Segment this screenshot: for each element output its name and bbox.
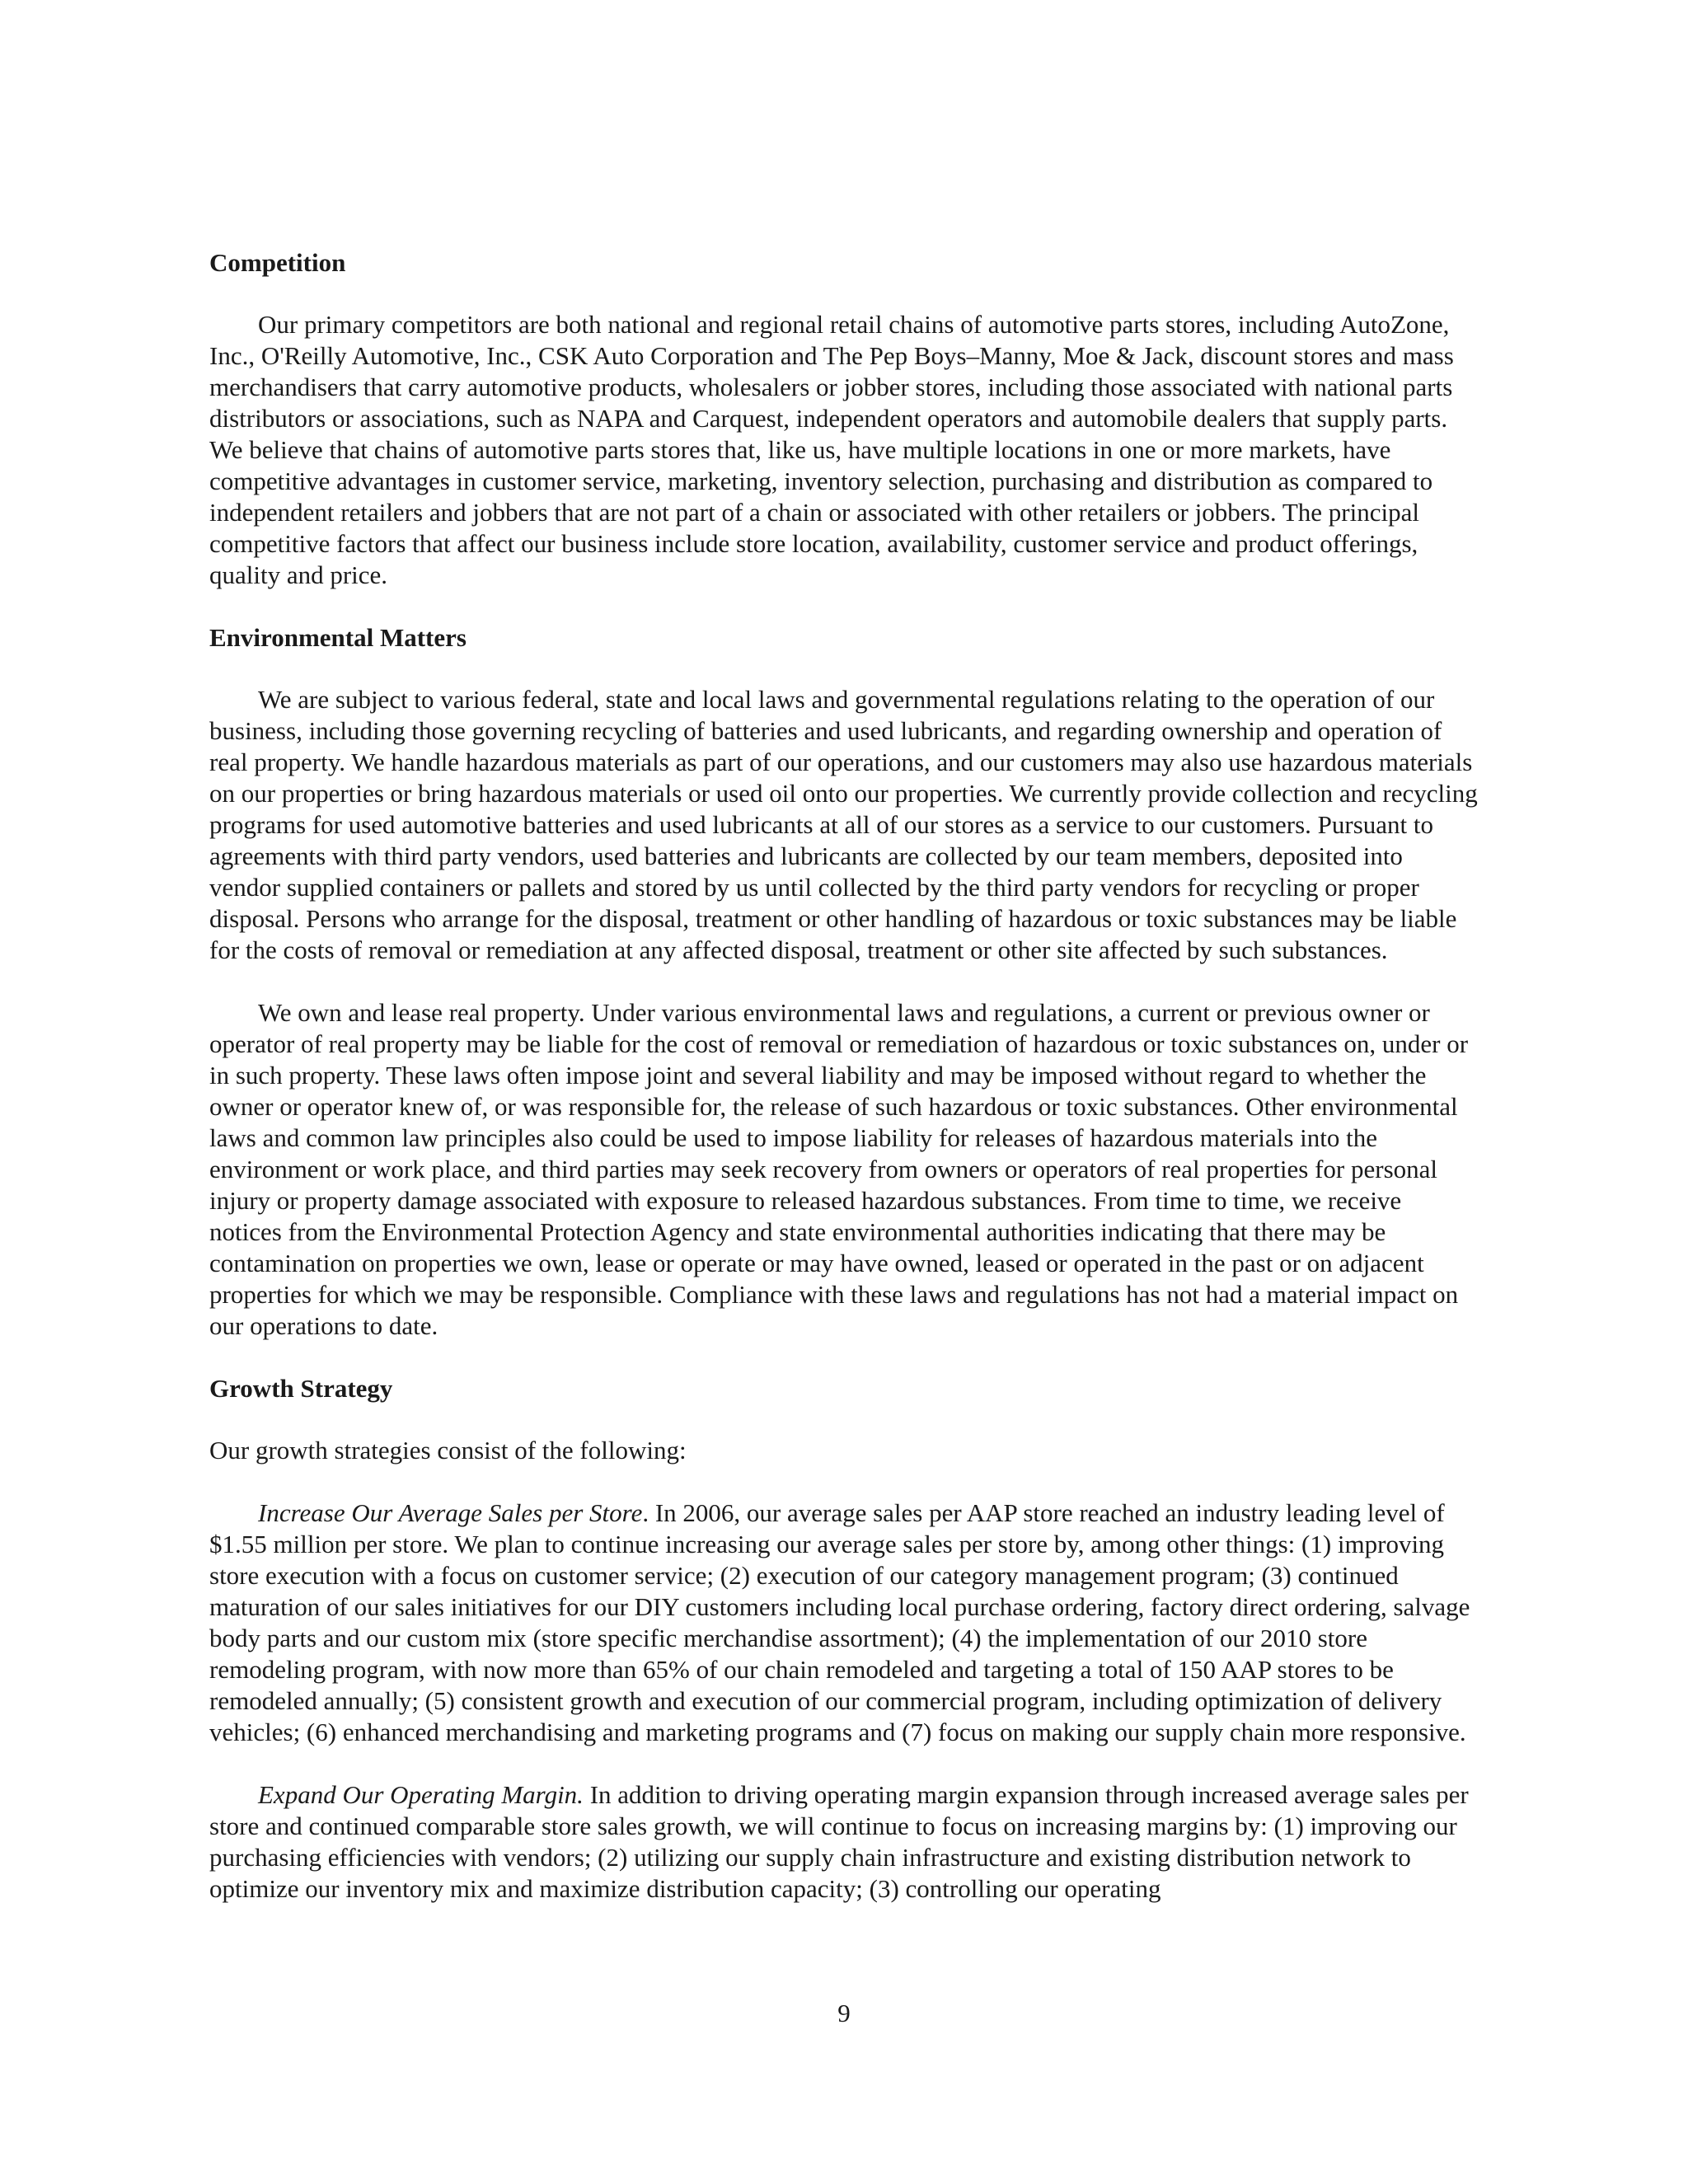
growth-item-operating-margin xyxy=(209,1779,1479,1905)
environmental-paragraph-2: We own and lease real property. Under various environmental laws and regulations, a current or previous owner or operator of real property may be liable for the cost of removal or remediation of hazardous or toxic substances on, under or in such property. These laws often impose joint and several liability and may be imposed without regard to whether the owner or operator knew of, or was responsible for, the release of such hazardous or toxic substances. Other environmental laws and common law principles also could be used to impose liability for releases of hazardous materials into the environment or work place, and third parties may seek recovery from owners or operators of real properties for personal injury or property damage associated with exposure to released hazardous substances. From time to time, we receive notices from the Environmental Protection Agency and state environmental authorities indicating that there may be contamination on properties we own, lease or operate or may have owned, leased or operated in the past or on adjacent properties for which we may be responsible. Compliance with these laws and regulations has not had a material impact on our operations to date. xyxy=(209,998,1469,1340)
growth-intro: Our growth strategies consist of the following: xyxy=(209,1436,687,1465)
document-page xyxy=(209,247,1479,1905)
growth-item-2-lead: Expand Our Operating Margin. xyxy=(258,1780,584,1809)
growth-item-sales-per-store xyxy=(209,1497,1479,1748)
growth-item-2-text: In addition to driving operating margin expansion through increased average sales per store and continued comparable store sales growth, we will continue to focus on increasing margins by: (1) improving our purchasing efficiencies with vendors; (2) utilizing our supply chain infrastructure and existing distribution network to optimize our inventory mix and maximize distribution capacity; (3) controlling our operating xyxy=(209,1780,1469,1903)
growth-item-1-text: . In 2006, our average sales per AAP store reached an industry leading level of $1.55 million per store. We plan to continue increasing our average sales per store by, among other things: (1) improving store execution with a focus on customer service; (2) execution of our category management program; (3) continued maturation of our sales initiatives for our DIY customers including local purchase ordering, factory direct ordering, salvage body parts and our custom mix (store specific merchandise assortment); (4) the implementation of our 2010 store remodeling program, with now more than 65% of our chain remodeled and targeting a total of 150 AAP stores to be remodeled annually; (5) consistent growth and execution of our commercial program, including optimization of delivery vehicles; (6) enhanced merchandising and marketing programs and (7) focus on making our supply chain more responsive. xyxy=(209,1498,1470,1746)
environmental-paragraph-1: We are subject to various federal, state and local laws and governmental regulations relating to the operation of our business, including those governing recycling of batteries and used lubricants, and regarding ownership and operation of real property. We handle hazardous materials as part of our operations, and our customers may also use hazardous materials on our properties or bring hazardous materials or used oil onto our properties. We currently provide collection and recycling programs for used automotive batteries and used lubricants at all of our stores as a service to our customers. Pursuant to agreements with third party vendors, used batteries and lubricants are collected by our team members, deposited into vendor supplied containers or pallets and stored by us until collected by the third party vendors for recycling or proper disposal. Persons who arrange for the disposal, treatment or other handling of hazardous or toxic substances may be liable for the costs of removal or remediation at any affected disposal, treatment or other site affected by such substances. xyxy=(209,685,1478,964)
growth-item-1-lead: Increase Our Average Sales per Store xyxy=(258,1498,643,1527)
section-heading-growth: Growth Strategy xyxy=(209,1374,393,1403)
competition-paragraph: Our primary competitors are both national and regional retail chains of automotive parts stores, including AutoZone, Inc., O'Reilly Automotive, Inc., CSK Auto Corporation and The Pep Boys–Manny, Moe & Jack, discount stores and mass merchandisers that carry automotive products, wholesalers or jobber stores, including those associated with national parts distributors or associations, such as NAPA and Carquest, independent operators and automobile dealers that supply parts. We believe that chains of automotive parts stores that, like us, have multiple locations in one or more markets, have competitive advantages in customer service, marketing, inventory selection, purchasing and distribution as compared to independent retailers and jobbers that are not part of a chain or associated with other retailers or jobbers. The principal competitive factors that affect our business include store location, availability, customer service and product offerings, quality and price. xyxy=(209,310,1454,589)
page-number: 9 xyxy=(837,1999,851,2027)
section-heading-competition: Competition xyxy=(209,248,346,277)
section-heading-environmental: Environmental Matters xyxy=(209,623,467,652)
